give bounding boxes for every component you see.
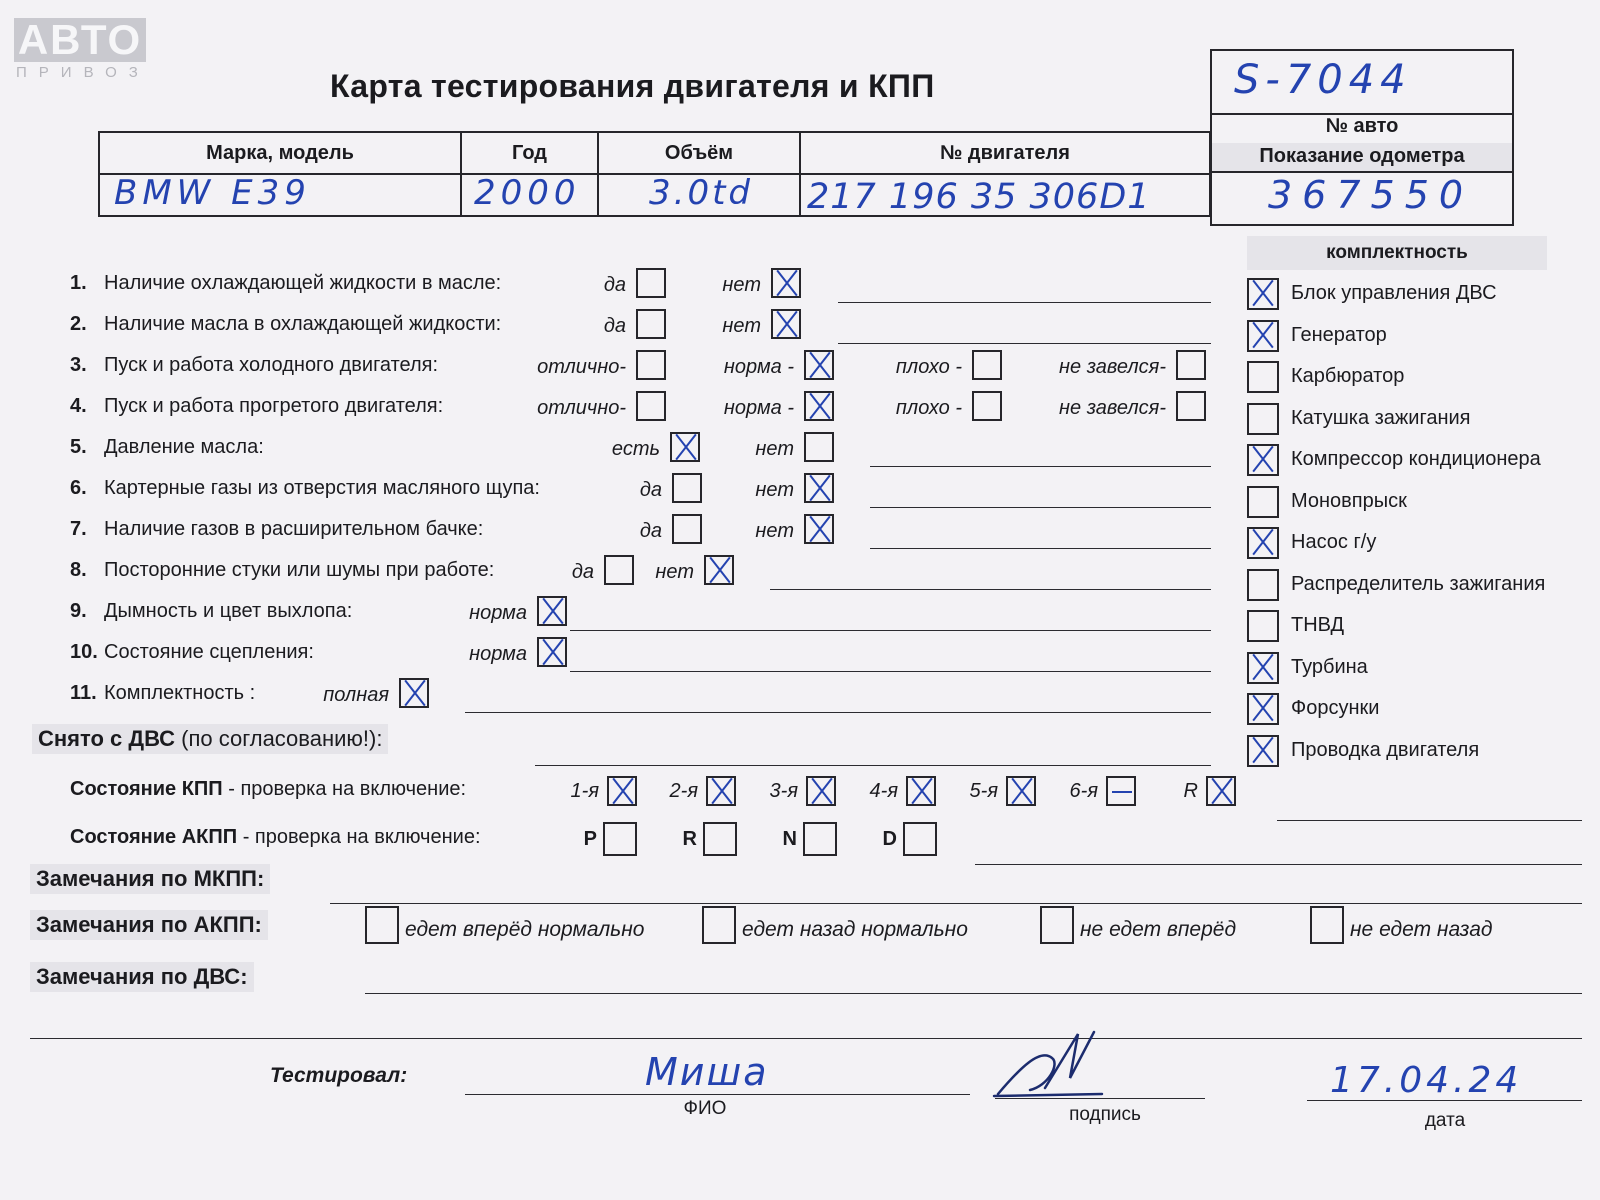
check-option-checkbox[interactable] xyxy=(1176,391,1206,421)
completeness-label: Турбина xyxy=(1291,655,1368,678)
check-number: 2. xyxy=(70,313,87,335)
completeness-label: Форсунки xyxy=(1291,697,1380,719)
akpp-mode-checkbox[interactable] xyxy=(903,822,937,856)
kpp-gear-label: 1-я xyxy=(570,780,599,802)
check-option-checkbox[interactable] xyxy=(804,514,834,544)
check-option-checkbox[interactable] xyxy=(537,637,567,667)
akpp-mode-checkbox[interactable] xyxy=(603,822,637,856)
kpp-gear-label: 3-я xyxy=(769,780,798,802)
kpp-gear-label: 5-я xyxy=(969,780,998,802)
check-option-label: норма xyxy=(469,602,527,624)
akpp-mode-checkbox[interactable] xyxy=(703,822,737,856)
vehicle-code-handwritten: S-7044 xyxy=(1234,57,1412,103)
completeness-label: Генератор xyxy=(1291,323,1387,346)
completeness-label: Насос г/у xyxy=(1291,531,1377,553)
kpp-text: - проверка на включение: xyxy=(222,778,467,800)
completeness-label: Моновпрыск xyxy=(1291,489,1407,512)
check-label: Картерные газы из отверстия масляного щупа: xyxy=(104,477,540,499)
completeness-checkbox[interactable] xyxy=(1247,652,1279,684)
check-option-label: норма - xyxy=(723,356,794,378)
check-number: 6. xyxy=(70,477,87,499)
completeness-checkbox[interactable] xyxy=(1247,403,1279,435)
check-option-label: нет xyxy=(722,274,761,296)
volume-value: 3.0td xyxy=(649,173,753,213)
date-line xyxy=(1307,1100,1582,1101)
odometer-value[interactable]: 367550 xyxy=(1268,173,1474,217)
check-row-line[interactable] xyxy=(570,671,1211,672)
volume-cell[interactable] xyxy=(598,174,800,216)
check-label: Наличие газов в расширительном бачке: xyxy=(104,518,484,540)
make-model-cell[interactable] xyxy=(99,174,461,216)
brand-logo: АВТО xyxy=(14,18,146,62)
akpp-remark-label: едет вперёд нормально xyxy=(405,918,645,941)
check-label: Пуск и работа прогретого двигателя: xyxy=(104,395,444,417)
check-row-line[interactable] xyxy=(570,630,1211,631)
kpp-gear-label: R xyxy=(1183,780,1198,802)
kpp-gear-checkbox[interactable] xyxy=(1206,776,1236,806)
completeness-label: Компрессор кондиционера xyxy=(1291,448,1541,470)
completeness-label: ТНВД xyxy=(1291,614,1345,636)
remarks-engine-line-1[interactable] xyxy=(365,993,1582,994)
check-option-checkbox[interactable] xyxy=(771,268,801,298)
check-row-line[interactable] xyxy=(870,548,1211,549)
completeness-checkbox[interactable] xyxy=(1247,610,1279,642)
kpp-heading: Состояние КПП xyxy=(70,778,223,800)
completeness-checkbox[interactable] xyxy=(1247,486,1279,518)
check-option-checkbox[interactable] xyxy=(636,268,666,298)
remarks-akpp-heading: Замечания по АКПП: xyxy=(30,910,268,940)
check-option-checkbox[interactable] xyxy=(399,678,429,708)
check-row-line[interactable] xyxy=(870,466,1211,467)
check-option-checkbox[interactable] xyxy=(804,350,834,380)
completeness-checkbox[interactable] xyxy=(1247,527,1279,559)
remarks-mkpp-line[interactable] xyxy=(330,903,1582,904)
check-option-checkbox[interactable] xyxy=(672,473,702,503)
tested-by-label: Тестировал: xyxy=(270,1064,408,1087)
check-number: 3. xyxy=(70,354,87,376)
check-option-label: отлично- xyxy=(537,356,626,378)
header-make-model: Марка, модель xyxy=(99,132,461,174)
akpp-remark-label: не едет вперёд xyxy=(1080,918,1237,941)
check-option-label: есть xyxy=(611,438,660,460)
check-option-label: нет xyxy=(722,315,761,337)
check-option-label: полная xyxy=(323,684,389,706)
akpp-remark-checkbox[interactable] xyxy=(1310,906,1344,944)
completeness-checkbox[interactable] xyxy=(1247,693,1279,725)
check-option-checkbox[interactable] xyxy=(604,555,634,585)
check-number: 7. xyxy=(70,518,87,540)
year-value: 2000 xyxy=(474,173,581,213)
akpp-remark-label: едет назад нормально xyxy=(742,918,968,941)
kpp-gear-checkbox[interactable] xyxy=(607,776,637,806)
check-option-label: не завелся- xyxy=(1059,356,1166,378)
check-option-checkbox[interactable] xyxy=(636,309,666,339)
check-option-checkbox[interactable] xyxy=(704,555,734,585)
akpp-remark-checkbox[interactable] xyxy=(365,906,399,944)
check-label: Комплектность : xyxy=(104,682,256,704)
signature-scribble[interactable] xyxy=(990,1028,1110,1100)
tester-name[interactable]: Миша xyxy=(645,1050,769,1094)
check-option-checkbox[interactable] xyxy=(636,350,666,380)
check-number: 11. xyxy=(70,682,97,704)
akpp-mode-checkbox[interactable] xyxy=(803,822,837,856)
make-model-value: BMW E39 xyxy=(114,173,311,213)
check-option-checkbox[interactable] xyxy=(636,391,666,421)
check-option-label: нет xyxy=(755,438,794,460)
check-option-checkbox[interactable] xyxy=(804,432,834,462)
check-option-checkbox[interactable] xyxy=(771,309,801,339)
completeness-label: Катушка зажигания xyxy=(1291,406,1471,429)
check-option-label: отлично- xyxy=(537,397,626,419)
engine-number-cell[interactable] xyxy=(800,174,1210,216)
check-option-checkbox[interactable] xyxy=(670,432,700,462)
check-number: 4. xyxy=(70,395,87,417)
engine-number-value: 217 196 35 306D1 xyxy=(807,177,1151,217)
completeness-label: Проводка двигателя xyxy=(1291,738,1480,761)
check-option-checkbox[interactable] xyxy=(804,473,834,503)
check-option-checkbox[interactable] xyxy=(972,350,1002,380)
vehicle-info-box xyxy=(1210,49,1514,226)
year-cell[interactable] xyxy=(461,174,598,216)
tester-name-line xyxy=(465,1094,970,1095)
check-option-label: да xyxy=(639,520,662,542)
check-option-label: да xyxy=(603,315,626,337)
check-option-label: плохо - xyxy=(895,397,962,419)
fio-caption: ФИО xyxy=(683,1098,727,1119)
removed-line[interactable] xyxy=(535,765,1211,766)
check-row-line[interactable] xyxy=(838,302,1211,303)
kpp-gear-checkbox[interactable] xyxy=(706,776,736,806)
removed-heading xyxy=(32,724,388,754)
check-number: 5. xyxy=(70,436,87,458)
check-option-label: норма - xyxy=(723,397,794,419)
vehicle-header-table xyxy=(98,131,1211,217)
page-title: Карта тестирования двигателя и КПП xyxy=(330,68,935,104)
check-row-line[interactable] xyxy=(465,712,1211,713)
akpp-remark-checkbox[interactable] xyxy=(702,906,736,944)
completeness-checkbox[interactable] xyxy=(1247,361,1279,393)
completeness-label: Карбюратор xyxy=(1291,365,1405,387)
check-option-checkbox[interactable] xyxy=(1176,350,1206,380)
akpp-text: - проверка на включение: xyxy=(237,826,481,848)
akpp-mode-label: N xyxy=(782,828,797,850)
check-label: Пуск и работа холодного двигателя: xyxy=(104,354,439,376)
signature-line xyxy=(995,1098,1205,1099)
akpp-heading: Состояние АКПП xyxy=(70,826,238,848)
check-label: Посторонние стуки или шумы при работе: xyxy=(104,559,495,581)
check-label: Давление масла: xyxy=(104,436,264,458)
completeness-checkbox[interactable] xyxy=(1247,735,1279,767)
header-engine-number: № двигателя xyxy=(800,132,1210,174)
remarks-engine-line-2[interactable] xyxy=(30,1038,1582,1039)
completeness-label: Распределитель зажигания xyxy=(1291,572,1546,595)
check-number: 8. xyxy=(70,559,87,581)
test-date[interactable]: 17.04.24 xyxy=(1330,1060,1523,1101)
remarks-mkpp-heading: Замечания по МКПП: xyxy=(30,864,270,894)
kpp-gear-label: 6-я xyxy=(1069,780,1098,802)
check-label: Дымность и цвет выхлопа: xyxy=(104,600,353,622)
removed-heading-note: (по согласованию!): xyxy=(175,726,383,751)
removed-heading-text: Снято с ДВС xyxy=(38,726,176,751)
akpp-mode-label: R xyxy=(682,828,697,850)
check-label: Наличие масла в охлаждающей жидкости: xyxy=(104,313,502,335)
check-option-label: да xyxy=(571,561,594,583)
check-option-checkbox[interactable] xyxy=(804,391,834,421)
kpp-gear-checkbox[interactable] xyxy=(806,776,836,806)
check-option-label: не завелся- xyxy=(1059,397,1166,419)
plate-number-label: № авто xyxy=(1325,115,1399,137)
akpp-remark-checkbox[interactable] xyxy=(1040,906,1074,944)
check-option-label: нет xyxy=(755,479,794,501)
check-option-label: да xyxy=(603,274,626,296)
date-caption: дата xyxy=(1424,1110,1466,1131)
check-option-label: норма xyxy=(469,643,527,665)
akpp-line[interactable] xyxy=(975,864,1582,865)
check-option-label: плохо - xyxy=(895,356,962,378)
check-option-checkbox[interactable] xyxy=(972,391,1002,421)
header-year: Год xyxy=(461,132,598,174)
check-number: 10. xyxy=(70,641,98,663)
akpp-mode-label: P xyxy=(583,828,597,850)
akpp-label xyxy=(70,826,481,849)
signature-caption: подпись xyxy=(1069,1104,1141,1125)
odometer-label: Показание одометра xyxy=(1259,145,1465,167)
completeness-checkbox[interactable] xyxy=(1247,278,1279,310)
kpp-label xyxy=(70,778,466,801)
kpp-gear-checkbox[interactable] xyxy=(1106,776,1136,806)
kpp-gear-checkbox[interactable] xyxy=(906,776,936,806)
remarks-engine-heading: Замечания по ДВС: xyxy=(30,962,254,992)
check-option-label: да xyxy=(639,479,662,501)
completeness-title: комплектность xyxy=(1247,236,1547,270)
check-label: Наличие охлаждающей жидкости в масле: xyxy=(104,272,502,294)
completeness-label: Блок управления ДВС xyxy=(1291,282,1497,304)
kpp-gear-checkbox[interactable] xyxy=(1006,776,1036,806)
kpp-gear-label: 2-я xyxy=(669,780,698,802)
check-label: Состояние сцепления: xyxy=(104,641,314,663)
kpp-gear-label: 4-я xyxy=(869,780,898,802)
kpp-line[interactable] xyxy=(1277,820,1582,821)
check-number: 9. xyxy=(70,600,87,622)
check-option-checkbox[interactable] xyxy=(537,596,567,626)
completeness-checkbox[interactable] xyxy=(1247,569,1279,601)
check-option-checkbox[interactable] xyxy=(672,514,702,544)
completeness-checkbox[interactable] xyxy=(1247,320,1279,352)
check-row-line[interactable] xyxy=(870,507,1211,508)
check-number: 1. xyxy=(70,272,87,294)
completeness-checkbox[interactable] xyxy=(1247,444,1279,476)
check-option-label: нет xyxy=(655,561,694,583)
akpp-remark-label: не едет назад xyxy=(1350,918,1493,941)
brand-logo-subtitle: ПРИВОЗ xyxy=(16,64,150,81)
check-row-line[interactable] xyxy=(770,589,1211,590)
header-volume: Объём xyxy=(598,132,800,174)
akpp-mode-label: D xyxy=(882,828,897,850)
check-row-line[interactable] xyxy=(838,343,1211,344)
check-option-label: нет xyxy=(755,520,794,542)
